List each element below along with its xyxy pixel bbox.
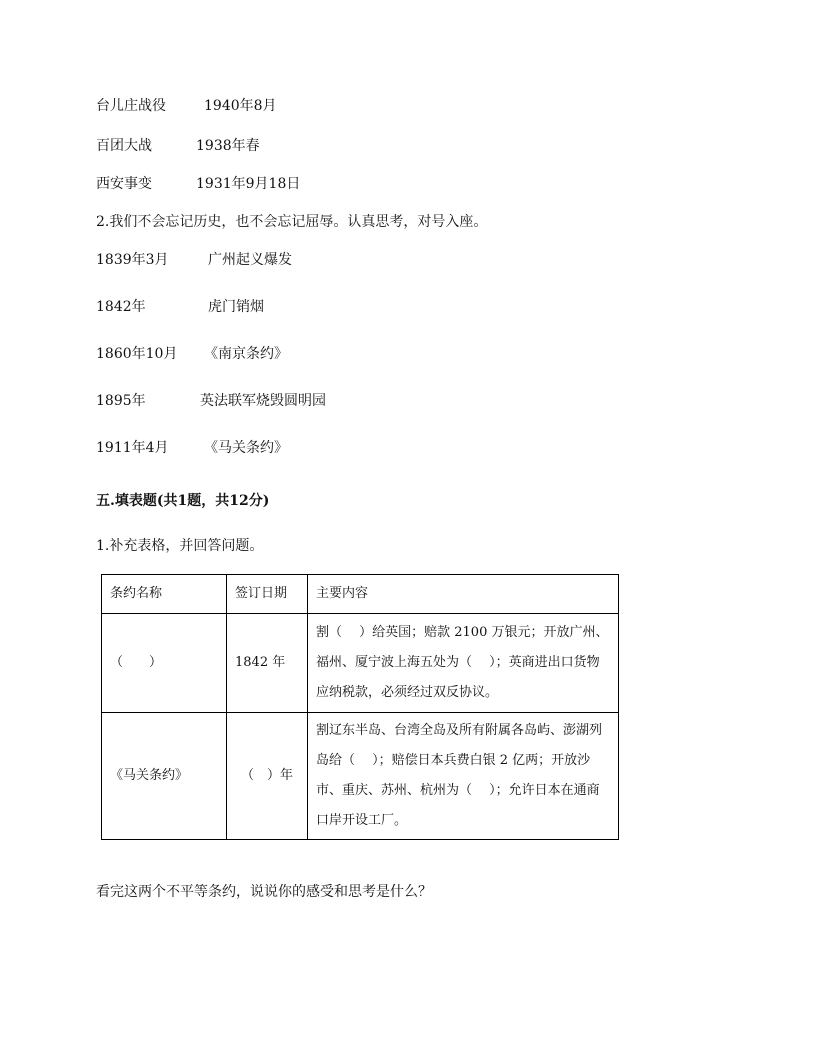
history-row <box>96 392 396 410</box>
match-row <box>96 137 396 155</box>
history-date: 1911年4月 <box>96 440 169 456</box>
treaty-date-cell: （ ）年 <box>227 713 308 840</box>
history-row <box>96 345 396 363</box>
history-date: 1839年3月 <box>96 252 169 268</box>
header-treaty-name: 条约名称 <box>102 575 227 614</box>
section-heading: 五.填表题(共1题，共12分) <box>96 493 270 509</box>
match-date: 1931年9月18日 <box>196 176 301 192</box>
history-event: 《马关条约》 <box>204 440 288 456</box>
history-event: 虎门销烟 <box>208 299 264 315</box>
header-sign-date: 签订日期 <box>227 575 308 614</box>
followup-question: 看完这两个不平等条约，说说你的感受和思考是什么？ <box>96 884 432 900</box>
treaty-date-cell: 1842 年 <box>227 614 308 713</box>
treaty-content-cell: 割辽东半岛、台湾全岛及所有附属各岛屿、澎湖列岛给（ ）；赔偿日本兵费白银 2 亿两；开放沙市、重庆、苏州、杭州为（ ）；允许日本在通商口岸开设工厂。 <box>308 713 619 840</box>
treaty-name-cell: 《马关条约》 <box>102 713 227 840</box>
header-main-content: 主要内容 <box>308 575 619 614</box>
history-row <box>96 298 396 316</box>
match-event: 西安事变 <box>96 176 152 192</box>
match-event: 百团大战 <box>96 138 152 154</box>
match-row <box>96 97 396 115</box>
history-event: 《南京条约》 <box>204 346 288 362</box>
match-date: 1938年春 <box>196 138 260 154</box>
question-1-prompt: 1.补充表格，并回答问题。 <box>96 538 264 554</box>
history-event: 英法联军烧毁圆明园 <box>200 393 326 409</box>
table-header-row <box>102 575 619 614</box>
history-date: 1860年10月 <box>96 346 178 362</box>
history-date: 1895年 <box>96 393 146 409</box>
treaty-name-cell: （ ） <box>102 614 227 713</box>
treaty-table <box>101 574 619 840</box>
history-row <box>96 251 396 269</box>
table-row <box>102 614 619 713</box>
match-date: 1940年8月 <box>204 98 277 114</box>
treaty-content-cell: 割（ ）给英国；赔款 2100 万银元；开放广州、福州、厦宁波上海五处为（ ）；英商进出口货物应纳税款，必须经过双反协议。 <box>308 614 619 713</box>
match-event: 台儿庄战役 <box>96 98 166 114</box>
question-2-prompt: 2.我们不会忘记历史，也不会忘记屈辱。认真思考，对号入座。 <box>96 214 488 230</box>
history-date: 1842年 <box>96 299 146 315</box>
history-event: 广州起义爆发 <box>208 252 292 268</box>
history-row <box>96 439 396 457</box>
table-row <box>102 713 619 840</box>
match-row <box>96 175 396 193</box>
